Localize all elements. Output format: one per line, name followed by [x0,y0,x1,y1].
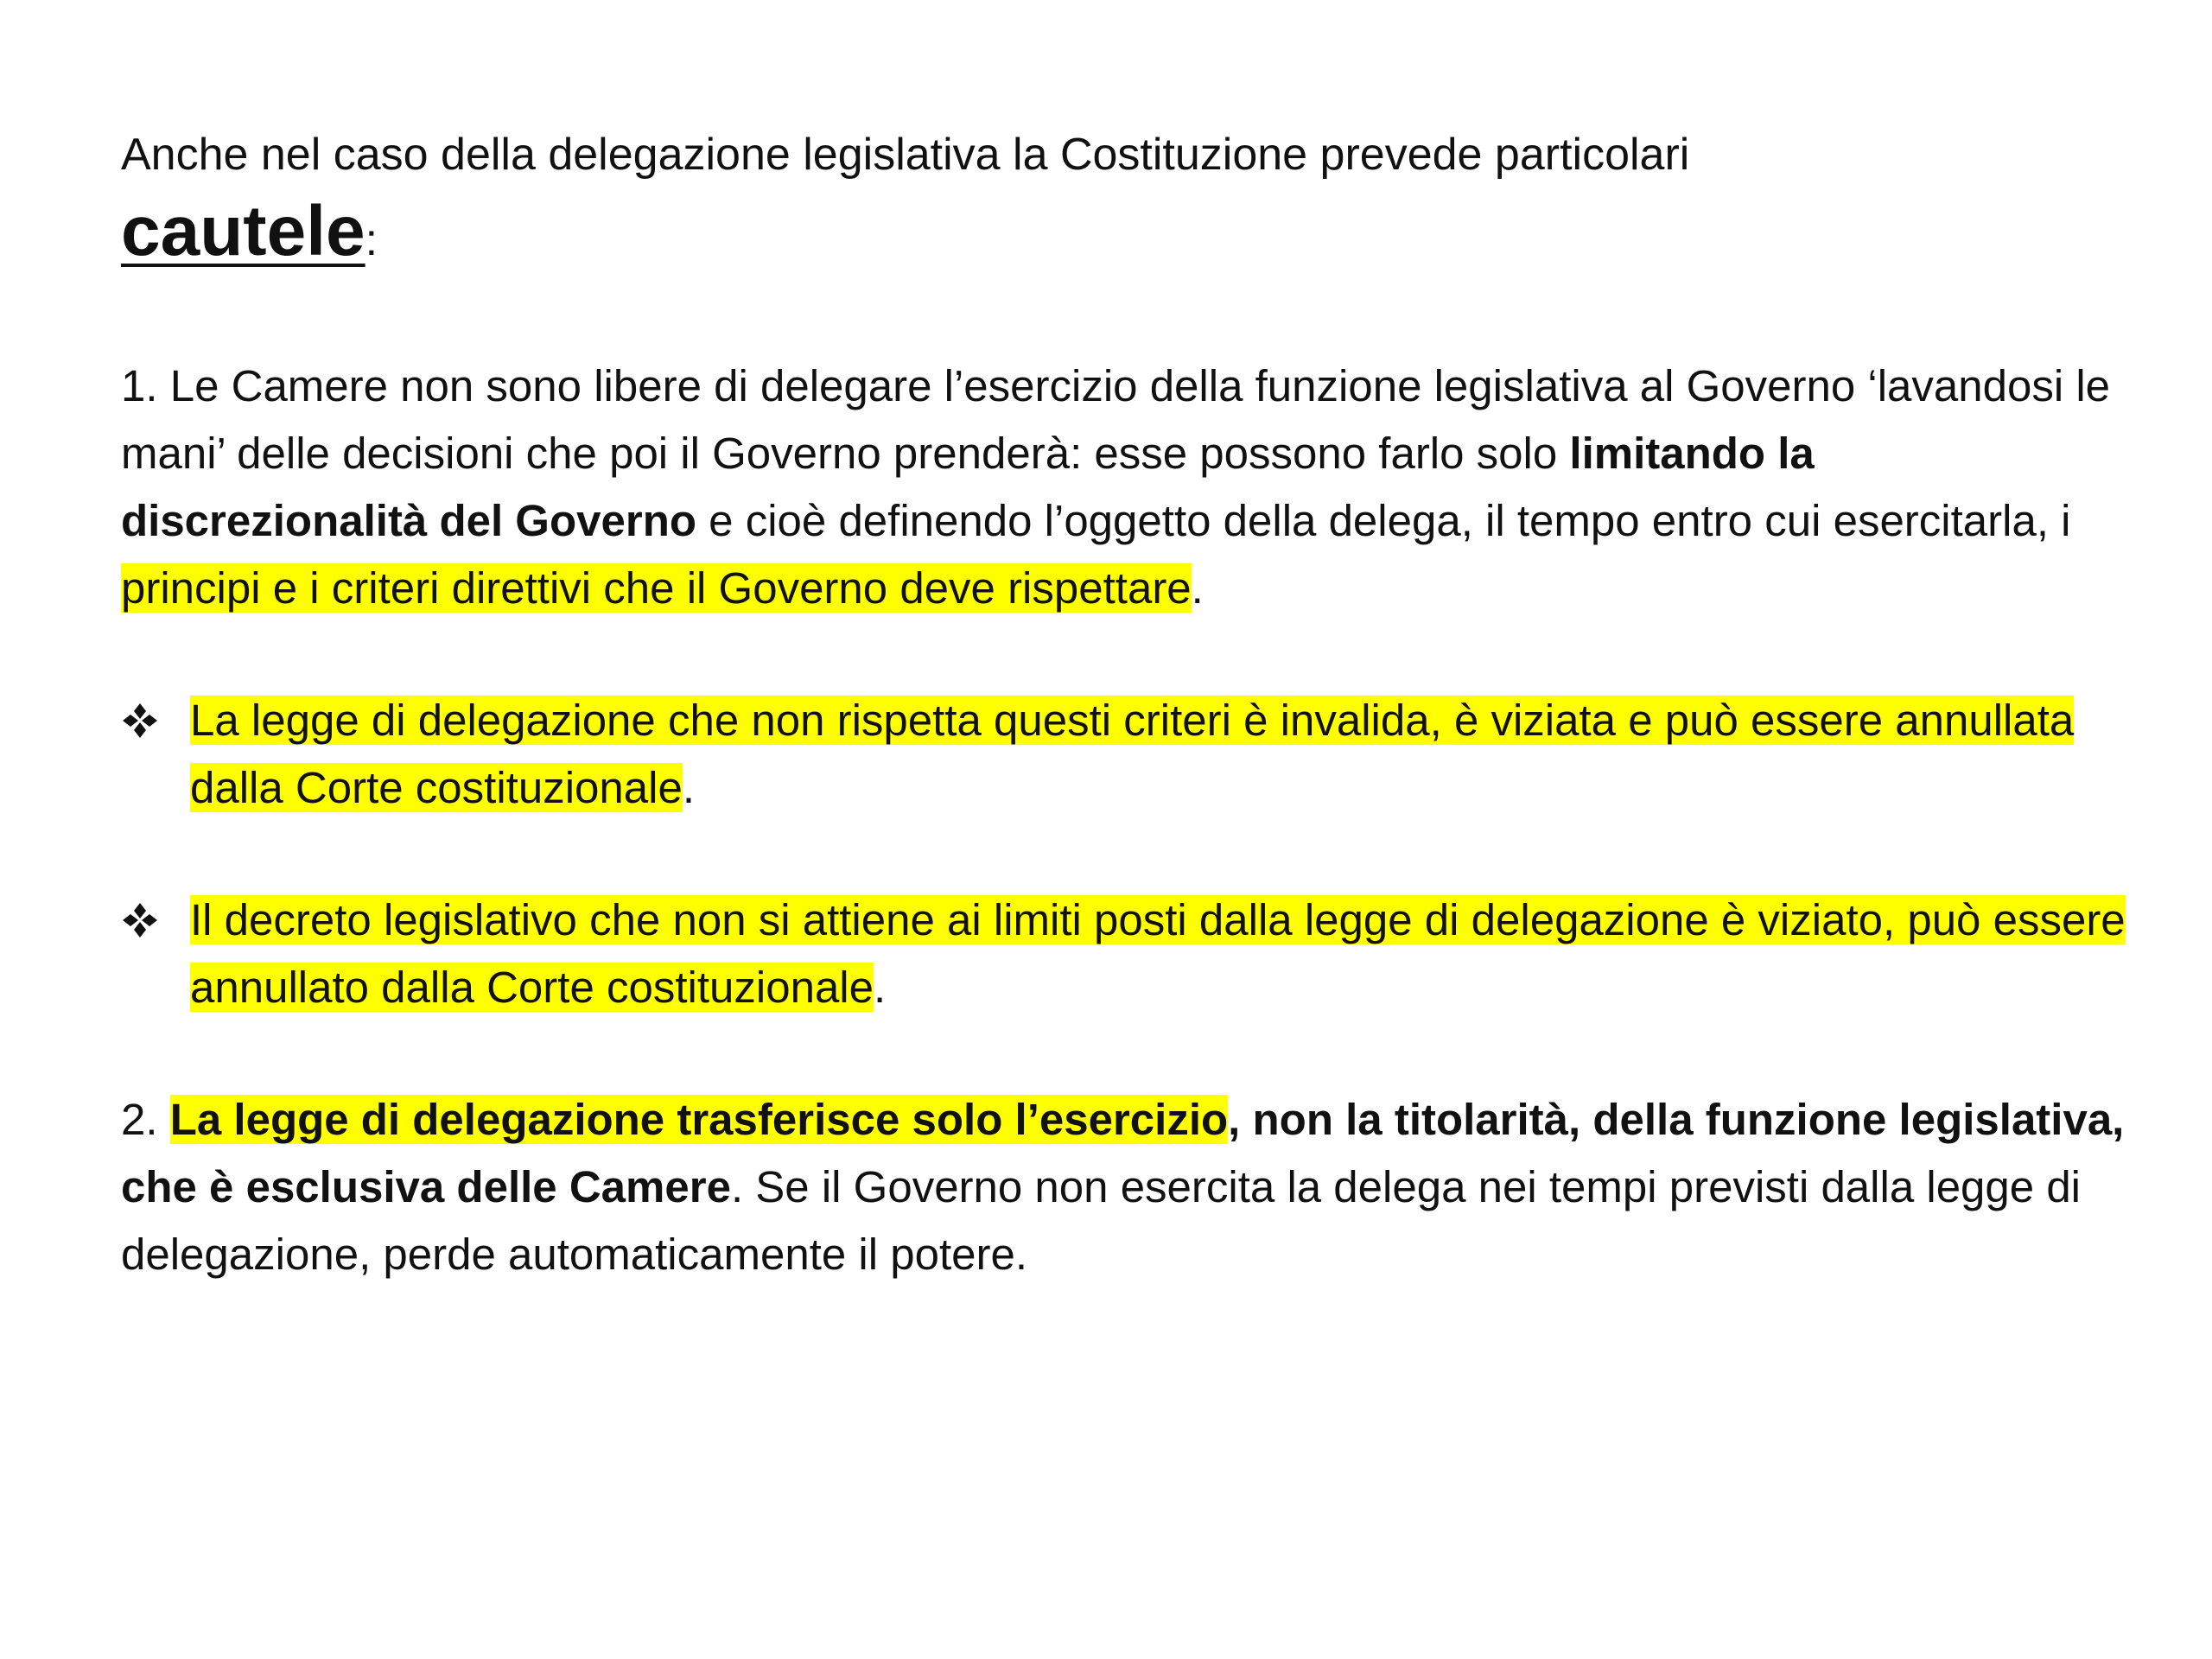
bullet-list [121,687,2126,1021]
four-diamond-icon [121,687,173,754]
intro-paragraph [121,121,2126,275]
four-diamond-icon [121,887,173,954]
point-2-number: 2. [121,1095,158,1144]
bullet-1-text: La legge di delegazione che non rispetta questi criteri è invalida, è viziata e può essere annullata dalla Corte costituzionale [190,696,2075,812]
point-1-end: . [1191,563,1204,613]
point-2-bold: , non la titolarità, della funzione legislativa, che è esclusiva delle Camere [121,1095,2125,1211]
point-1-number: 1. [121,361,158,410]
bullet-2-text: Il decreto legislativo che non si attiene ai limiti posti dalla legge di delegazione è viziato, può essere annullato dalla Corte costituzionale [190,895,2126,1012]
point-1-text-a: Le Camere non sono libere di delegare l’esercizio della funzione legislativa al Governo ‘lavandosi le mani’ delle decisioni che poi il Governo prenderà: esse possono farlo solo [121,361,2111,478]
point-2-paragraph [121,1086,2126,1288]
point-2-bold-highlight: La legge di delegazione trasferisce solo l’esercizio [169,1095,1229,1144]
point-1-bold: limitando la discrezionalità del Governo [121,429,1815,545]
bullet-1-end: . [682,763,695,812]
bullet-item-1 [121,687,2126,822]
point-2-text: . Se il Governo non esercita la delega nei tempi previsti dalla legge di delegazione, perde automaticamente il potere. [121,1162,2082,1279]
point-1-text-b: e cioè definendo l’oggetto della delega, il tempo entro cui esercitarla, i [696,496,2071,545]
intro-text: Anche nel caso della delegazione legislativa la Costituzione prevede particolari [121,130,1690,180]
bullet-item-2 [121,887,2126,1021]
point-1-paragraph [121,353,2126,622]
slide-content [121,121,2126,1288]
intro-colon: : [365,215,378,265]
bullet-2-end: . [874,963,887,1012]
point-1-highlight: principi e i criteri direttivi che il Governo deve rispettare [121,563,1192,613]
cautele-heading: cautele [121,192,365,270]
